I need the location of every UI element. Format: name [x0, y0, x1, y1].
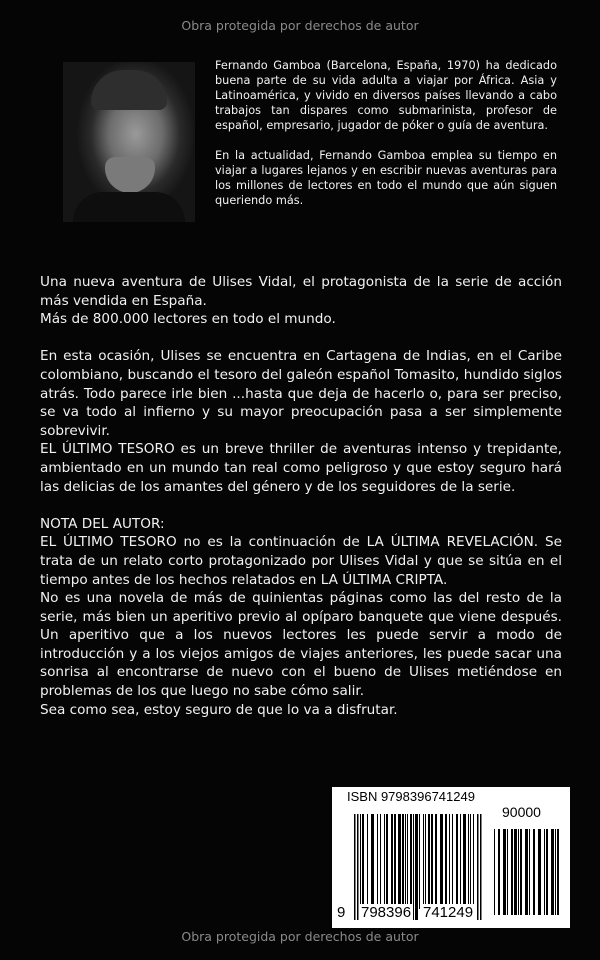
author-bio — [215, 58, 557, 223]
intro-line: Más de 800.000 lectores en todo el mundo. — [40, 311, 336, 328]
barcode-bar — [470, 814, 471, 909]
intro-line: Una nueva aventura de Ulises Vidal, el protagonista de la serie de acción más vendida en España. — [40, 274, 562, 309]
note-heading: NOTA DEL AUTOR: — [40, 515, 165, 532]
barcode-bar — [555, 829, 556, 915]
barcode-bar — [514, 829, 517, 915]
barcode-bar — [371, 814, 374, 909]
barcode-bar — [498, 829, 500, 915]
barcode-bar — [544, 829, 545, 915]
blurb — [40, 273, 562, 719]
barcode-bar — [419, 814, 420, 909]
barcode-bar — [386, 814, 388, 909]
note-paragraph: No es una novela de más de quinientas páginas como las del resto de la serie, más bien un aperitivo previo al opíparo banquete que viene después. Un aperitivo que a los nuevos lectores les puede servir a modo de introducción y a los viejos amigos de viajes anteriores, les puede sacar una sonrisa al encontrarse de nuevo con el bueno de Ulises metiéndose en problemas de los que luego no sabe cómo salir. — [40, 590, 562, 700]
barcode-bar — [360, 814, 361, 909]
barcode-bar — [525, 829, 528, 915]
barcode-bar — [546, 829, 548, 915]
barcode-digit-first: 9 — [337, 904, 346, 921]
barcode-bar — [405, 814, 406, 909]
isbn-label: ISBN 9798396741249 — [347, 789, 475, 804]
barcode-bar — [507, 829, 508, 915]
barcode-bar — [425, 814, 426, 909]
barcode-bar — [480, 814, 482, 920]
barcode-bar — [362, 814, 364, 909]
barcode-bar — [354, 814, 356, 920]
bio-paragraph: En la actualidad, Fernando Gamboa emplea su tiempo en viajar a lugares lejanos y en escribir nuevas aventuras para los millones de lectores en todo el mundo que aún siguen queriendo más. — [215, 149, 557, 207]
barcode-bar — [407, 814, 408, 909]
barcode-bar — [449, 814, 450, 909]
barcode-bar — [494, 829, 495, 915]
barcode-bar — [410, 814, 412, 909]
note-paragraph: Sea como sea, estoy seguro de que lo va a disfrutar. — [40, 701, 398, 718]
barcode-bar — [468, 814, 469, 909]
barcode-bar — [473, 814, 474, 909]
isbn-barcode — [332, 787, 570, 928]
bio-paragraph: Fernando Gamboa (Barcelona, España, 1970) ha dedicado buena parte de su vida adulta a viajar por África. Asia y Latinoamérica, y vivido en diversos países llevando a cabo trabajos tan dispares como submarinista, profesor de español, empresario, jugador de póker o guía de aventura. — [215, 59, 557, 132]
barcode-digits-right: 741249 — [423, 904, 474, 921]
barcode-bar — [402, 814, 404, 909]
barcode-bar — [431, 814, 433, 909]
barcode-bar — [384, 814, 385, 909]
barcode-bar — [551, 829, 554, 915]
barcode-bar — [380, 814, 381, 909]
barcode-bar — [520, 829, 522, 915]
barcode-bar — [463, 814, 466, 909]
barcode-bar — [440, 814, 443, 909]
barcode-digits-left: 798396 — [361, 904, 412, 921]
copyright-watermark-bottom: Obra protegida por derechos de autor — [181, 929, 419, 944]
barcode-bar — [538, 829, 541, 915]
barcode-bar — [503, 829, 506, 915]
barcode-bar — [477, 814, 479, 920]
barcode-bar — [456, 814, 458, 909]
note-paragraph: EL ÚLTIMO TESORO no es la continuación de LA ÚLTIMA REVELACIÓN. Se trata de un relato corto protagonizado por Ulises Vidal y que se sitúa en el tiempo antes de los hechos relatados en LA ÚLTIMA CRIPTA. — [40, 534, 562, 588]
synopsis-paragraph: EL ÚLTIMO TESORO es un breve thriller de aventuras intenso y trepidante, ambientado en un mundo tan real como peligroso y que estoy seguro hará las delicias de los amantes del género y de los seguidores de la serie. — [40, 441, 562, 495]
price-code: 90000 — [502, 804, 541, 820]
barcode-bar — [529, 829, 530, 915]
barcode-bar — [423, 814, 424, 909]
barcode-bar — [415, 814, 418, 920]
barcode-bar — [377, 814, 378, 909]
barcode-bar — [518, 829, 519, 915]
barcode-bar — [398, 814, 401, 909]
barcode-bar — [435, 814, 437, 909]
barcode-bar — [460, 814, 461, 909]
barcode-bar — [533, 829, 535, 915]
barcode-bar — [452, 814, 453, 909]
barcode-bar — [367, 814, 368, 909]
barcode-bar — [557, 829, 559, 915]
barcode-bar — [413, 814, 414, 920]
synopsis-paragraph: En esta ocasión, Ulises se encuentra en Cartagena de Indias, en el Caribe colombiano, buscando el tesoro del galeón español Tomasito, hundido siglos atrás. Todo parece irle bien ...hasta que deja de hacerlo o, para ser preciso, se va todo al infierno y su mayor preocupación pasa a ser simplemente sobrevivir. — [40, 348, 562, 439]
barcode-bar — [391, 814, 393, 909]
barcode-bar — [357, 814, 359, 920]
barcode-bar — [445, 814, 447, 909]
author-photo — [63, 62, 195, 222]
barcode-bar — [394, 814, 396, 909]
barcode-bar — [428, 814, 430, 909]
copyright-watermark-top: Obra protegida por derechos de autor — [181, 18, 419, 33]
barcode-bar — [511, 829, 513, 915]
